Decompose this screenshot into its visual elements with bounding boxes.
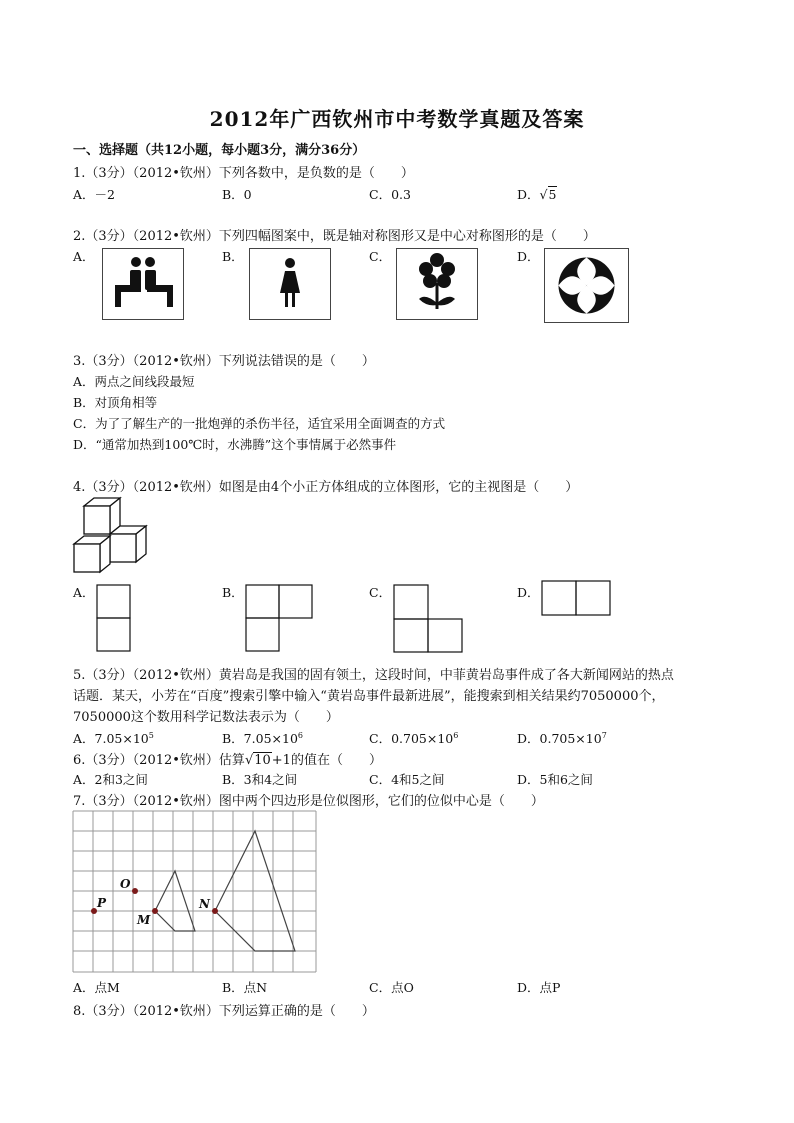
q7-grid-figure <box>73 811 317 973</box>
q6-option-c: C．4和5之间 <box>369 772 445 787</box>
q5-option-c-exponent: 6 <box>453 730 459 740</box>
q4-option-c: C． <box>369 585 392 600</box>
q3-option-d: D．“通常加热到100℃时，水沸腾”这个事情属于必然事件 <box>73 437 397 452</box>
q7-stem: 7.（3分）（2012•钦州）图中两个四边形是位似图形，它们的位似中心是（ ） <box>73 794 544 809</box>
q5-option-b <box>222 729 303 747</box>
q5-option-a <box>73 729 154 747</box>
q5-option-d-base: D．0.705×10 <box>517 731 602 746</box>
q3-stem: 3.（3分）（2012•钦州）下列说法错误的是（ ） <box>73 354 375 369</box>
q2-figure-b <box>249 248 331 320</box>
small-quadrilateral <box>155 871 195 931</box>
q5-option-b-base: B．7.05×10 <box>222 731 298 746</box>
q6-stem <box>73 749 382 768</box>
q7-option-a: A．点M <box>73 980 120 995</box>
label-n: N <box>199 897 210 911</box>
q1-option-d-radicand: 5 <box>548 187 557 202</box>
q6-option-b: B．3和4之间 <box>222 772 298 787</box>
section-heading: 一、选择题（共12小题，每小题3分，满分36分） <box>73 143 366 158</box>
q2-figure-c <box>396 248 478 320</box>
q4-option-a: A． <box>73 585 95 600</box>
sqrt-symbol: √ <box>244 753 254 768</box>
label-p: P <box>97 896 107 910</box>
grid-lines <box>73 811 316 972</box>
sqrt-symbol: √ <box>539 187 548 202</box>
q5-option-d-exponent: 7 <box>601 730 607 740</box>
q4-view-d <box>541 580 613 618</box>
q4-view-b <box>245 584 315 654</box>
q7-option-b: B．点N <box>222 980 268 995</box>
q2-figure-a <box>102 248 184 320</box>
q6-option-a: A．2和3之间 <box>73 772 148 787</box>
q5-option-c <box>369 729 458 747</box>
q6-stem-prefix: 6.（3分）（2012•钦州）估算 <box>73 753 245 768</box>
circle-four-petal-icon <box>545 249 628 322</box>
two-seated-people-icon <box>103 249 183 319</box>
q6-option-d: D．5和6之间 <box>517 772 593 787</box>
q4-cube-stack-figure <box>70 496 160 580</box>
q2-stem: 2.（3分）（2012•钦州）下列四幅图案中，既是轴对称图形又是中心对称图形的是（ ） <box>73 229 596 244</box>
q3-option-b: B．对顶角相等 <box>73 395 158 410</box>
q5-stem-line-2: 话题．某天，小芳在“百度”搜索引擎中输入“黄岩岛事件最新进展”，能搜索到相关结果约7050000个， <box>73 689 665 704</box>
q1-option-a: A．－2 <box>73 187 115 202</box>
q4-option-d: D． <box>517 585 540 600</box>
q5-option-b-exponent: 6 <box>297 730 303 740</box>
label-o: O <box>120 877 131 891</box>
q1-option-b: B．0 <box>222 187 252 202</box>
q3-option-c: C．为了了解生产的一批炮弹的杀伤半径，适宜采用全面调查的方式 <box>73 416 446 431</box>
q4-view-a <box>96 584 132 654</box>
q4-stem: 4.（3分）（2012•钦州）如图是由4个小正方体组成的立体图形，它的主视图是（ ） <box>73 480 579 495</box>
q7-option-c: C．点O <box>369 980 414 995</box>
q5-option-a-base: A．7.05×10 <box>73 731 149 746</box>
q5-option-c-base: C．0.705×10 <box>369 731 454 746</box>
q5-option-d <box>517 729 607 747</box>
q5-stem-line-3: 7050000这个数用科学记数法表示为（ ） <box>73 710 339 725</box>
q1-option-d <box>517 185 557 203</box>
q2-option-c: C． <box>369 249 392 264</box>
page-title: 2012年广西钦州市中考数学真题及答案 <box>209 107 585 131</box>
q6-stem-suffix: +1的值在（ ） <box>271 753 382 768</box>
flower-icon <box>397 249 477 319</box>
q5-stem-line-1: 5.（3分）（2012•钦州）黄岩岛是我国的固有领土，这段时间，中菲黄岩岛事件成了各大新闻网站的热点 <box>73 668 674 683</box>
q7-option-d: D．点P <box>517 980 561 995</box>
q3-option-a: A．两点之间线段最短 <box>73 374 195 389</box>
q2-figure-d <box>544 248 629 323</box>
label-m: M <box>137 913 151 927</box>
woman-icon <box>250 249 330 319</box>
q4-option-b: B． <box>222 585 244 600</box>
q2-option-d: D． <box>517 249 540 264</box>
point-n-marker <box>212 908 218 914</box>
q1-option-d-label: D． <box>517 187 540 202</box>
point-m-marker <box>152 908 158 914</box>
q1-option-c: C．0.3 <box>369 187 411 202</box>
q8-stem: 8.（3分）（2012•钦州）下列运算正确的是（ ） <box>73 1004 375 1019</box>
q5-option-a-exponent: 5 <box>148 730 154 740</box>
q6-radicand: 10 <box>254 753 271 768</box>
point-o-marker <box>132 888 138 894</box>
q2-option-a: A． <box>73 249 95 264</box>
q4-view-c <box>393 584 465 654</box>
q1-stem: 1.（3分）（2012•钦州）下列各数中，是负数的是（ ） <box>73 166 414 181</box>
q2-option-b: B． <box>222 249 244 264</box>
